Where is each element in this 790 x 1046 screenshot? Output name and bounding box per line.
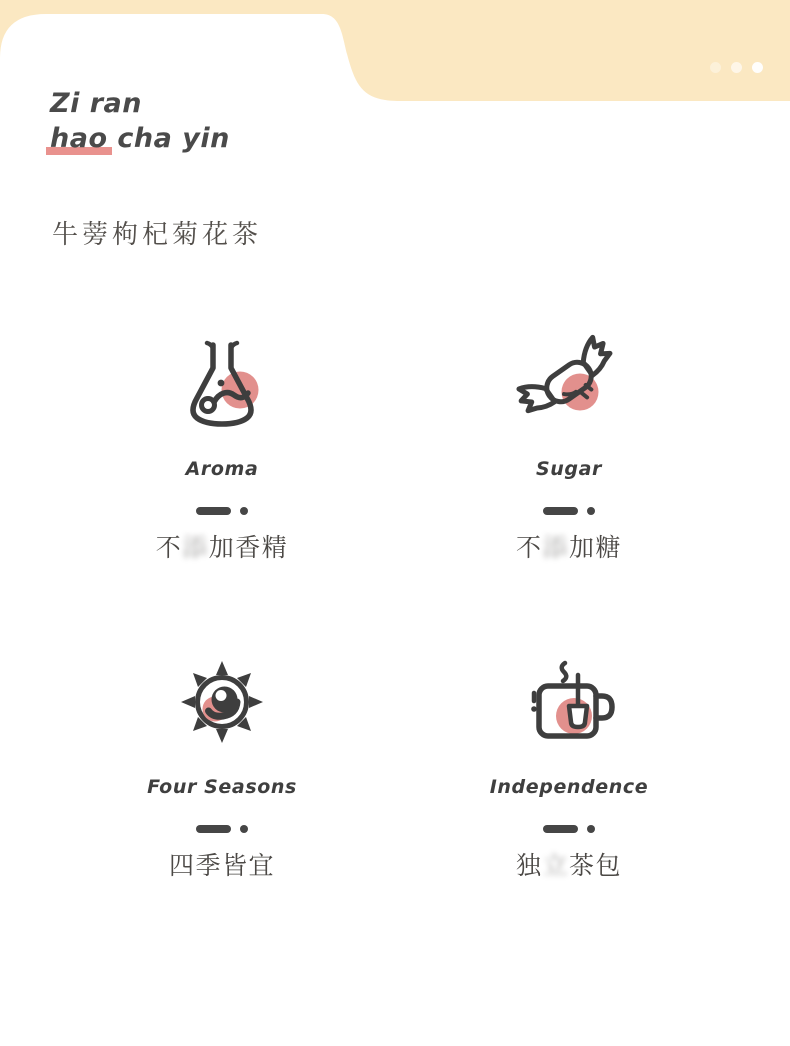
mug-icon <box>514 650 624 758</box>
dash-icon <box>543 825 578 833</box>
dash-icon <box>196 825 231 833</box>
dot-icon <box>587 507 595 515</box>
candy-icon <box>514 332 624 440</box>
dash-icon <box>543 507 578 515</box>
feature-label: Aroma <box>185 458 259 480</box>
dash-dot-divider <box>543 507 595 515</box>
blurred-char: 立 <box>542 851 569 880</box>
dot-icon <box>731 62 742 73</box>
feature-caption: 四季皆宜 <box>168 851 275 880</box>
blurred-char: 添 <box>182 533 209 562</box>
dot-icon <box>710 62 721 73</box>
dash-dot-divider <box>196 825 248 833</box>
dash-dot-divider <box>196 507 248 515</box>
feature-label: Independence <box>489 776 649 798</box>
feature-caption: 独立茶包 <box>515 851 623 880</box>
dash-icon <box>196 507 231 515</box>
feature-independence <box>429 650 709 882</box>
feature-label: Sugar <box>535 458 602 480</box>
feature-sugar <box>429 332 709 564</box>
brand-title <box>50 86 230 156</box>
feature-four-seasons <box>82 650 362 882</box>
dot-icon <box>752 62 763 73</box>
feature-aroma <box>82 332 362 564</box>
page-title: 牛蒡枸杞菊花茶 <box>52 220 263 250</box>
brand-line1: Zi ran <box>50 88 142 119</box>
brand-line2: hao cha yin <box>50 121 230 156</box>
dash-dot-divider <box>543 825 595 833</box>
blurred-char: 添 <box>542 533 569 562</box>
dot-icon <box>587 825 595 833</box>
feature-label: Four Seasons <box>147 776 297 798</box>
dot-icon <box>240 825 248 833</box>
sun-icon <box>167 650 277 758</box>
feature-caption: 不添加香精 <box>155 533 289 562</box>
flask-icon <box>167 332 277 440</box>
carousel-dots <box>710 62 763 73</box>
feature-caption: 不添加糖 <box>515 533 623 562</box>
dot-icon <box>240 507 248 515</box>
